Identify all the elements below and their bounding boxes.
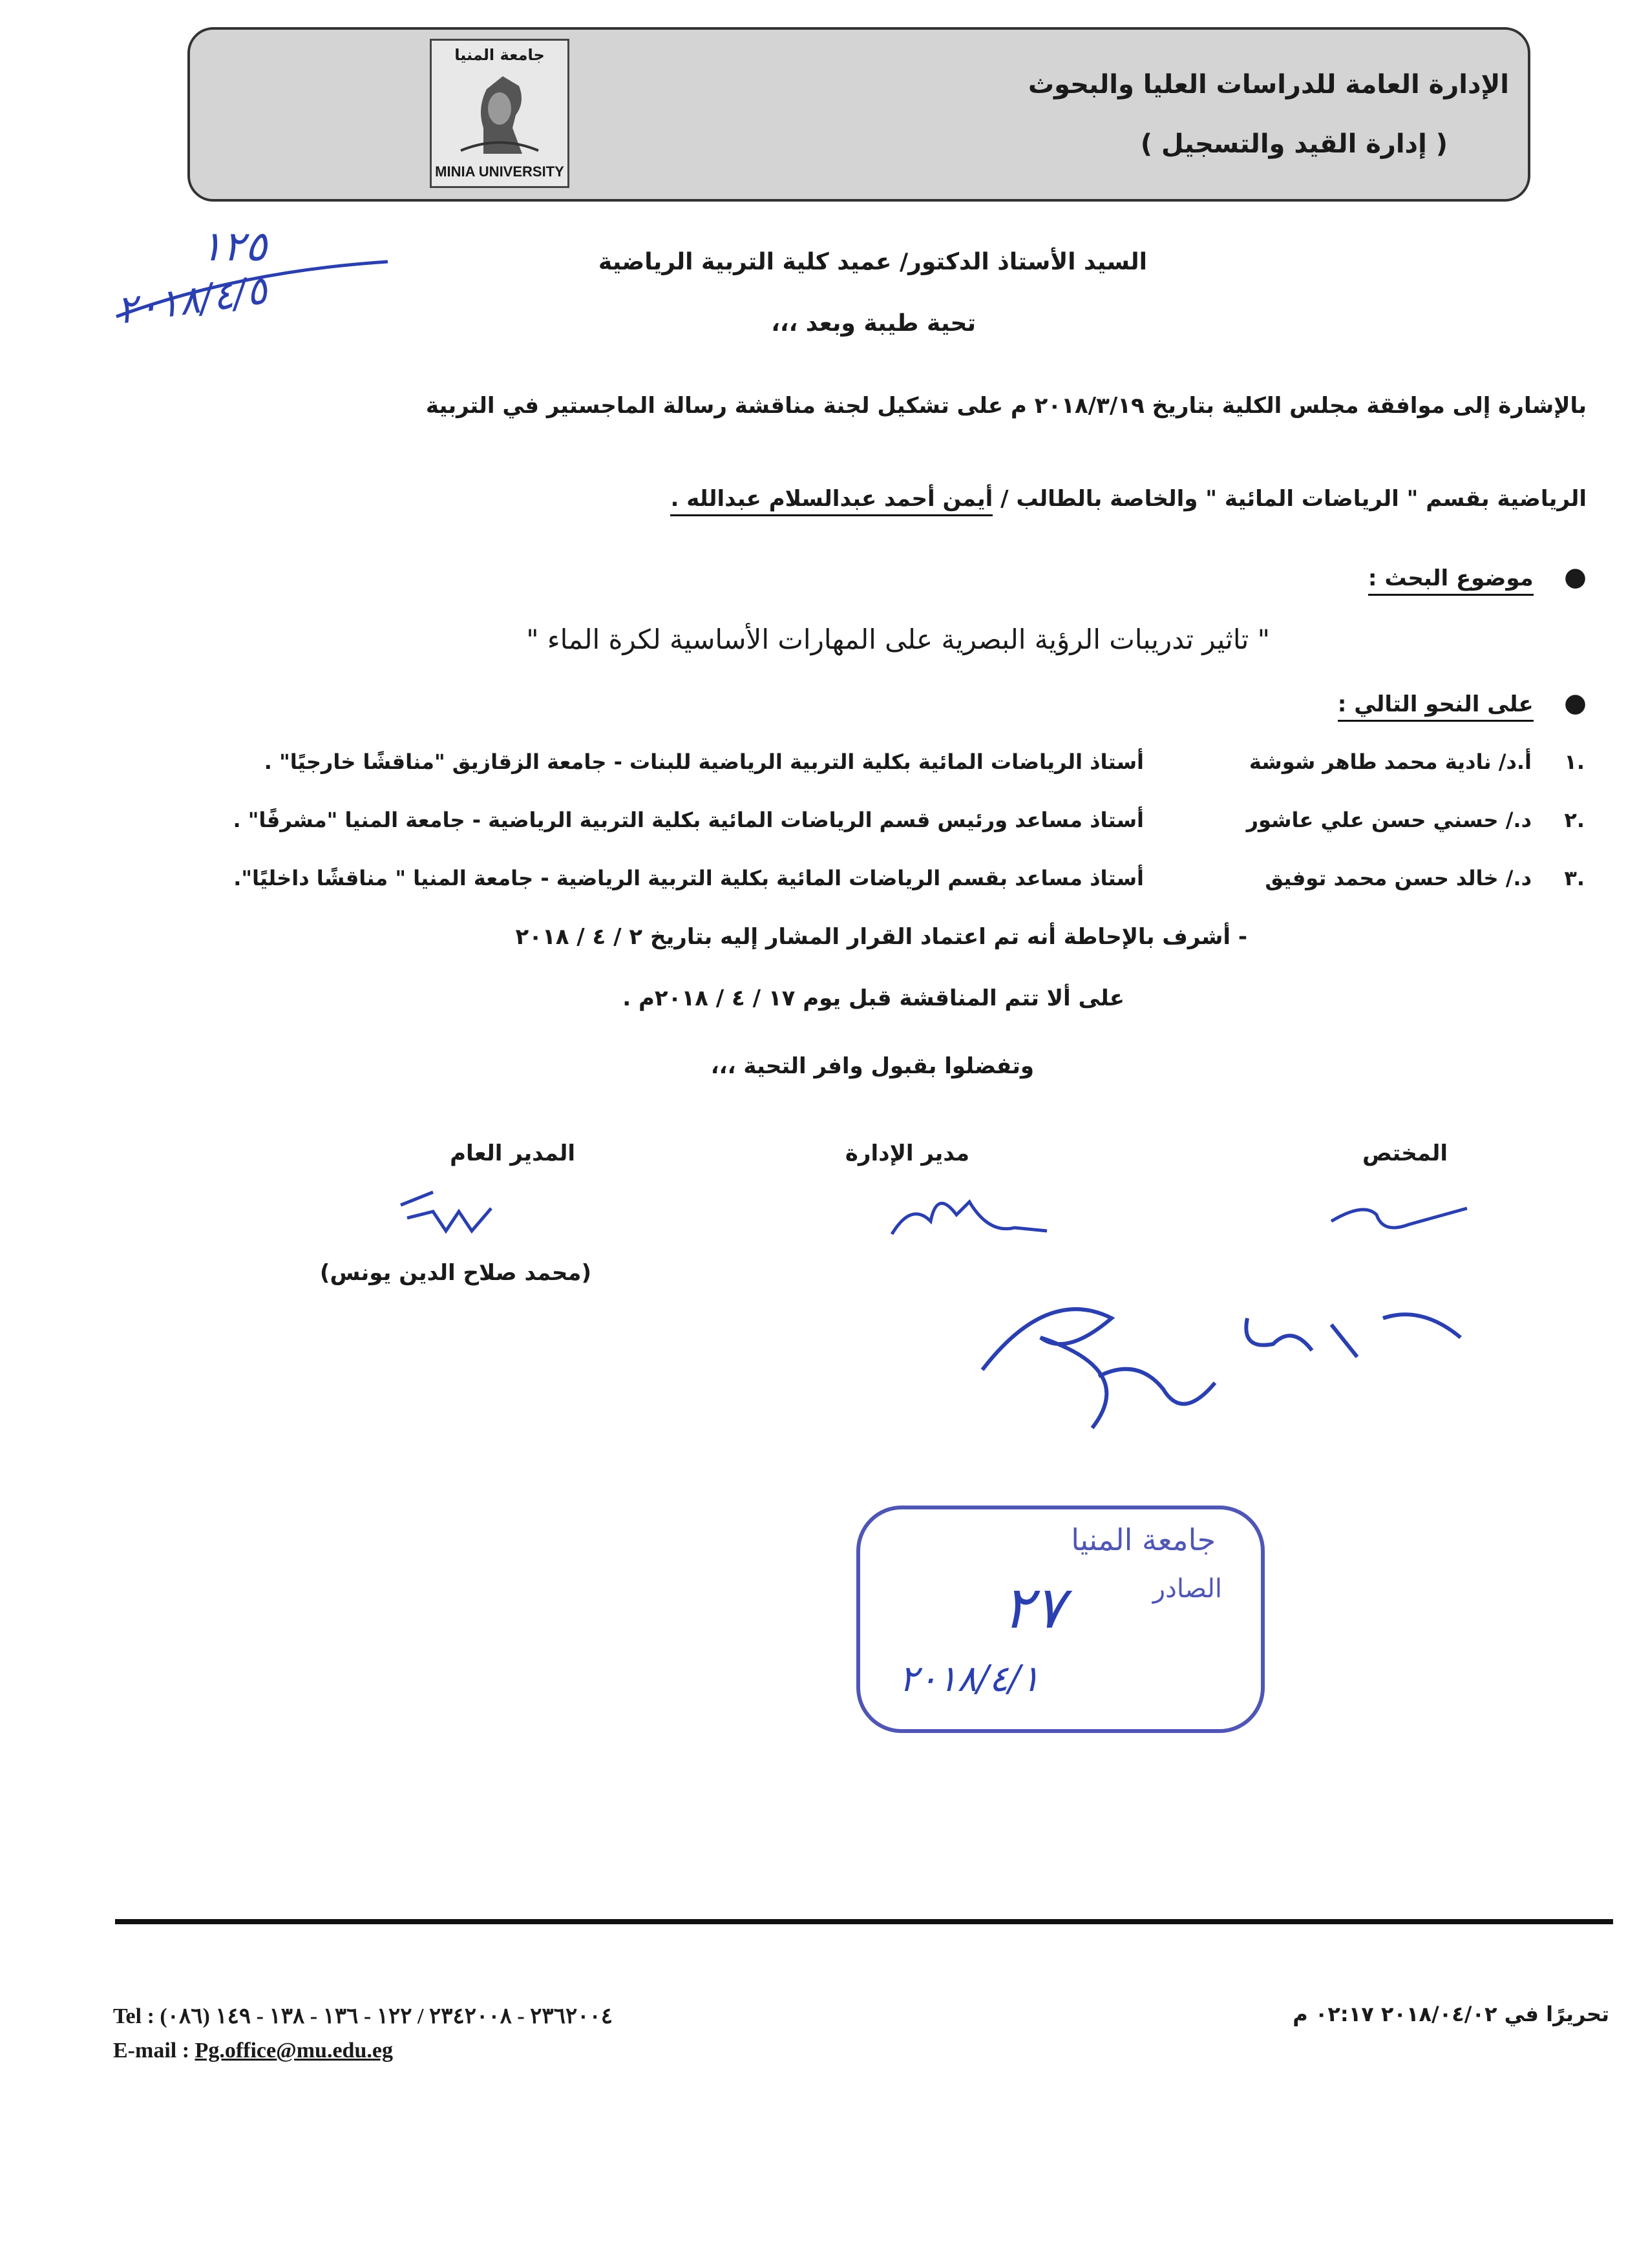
email-link[interactable]: Pg.office@mu.edu.eg: [195, 2039, 393, 2063]
deadline-line: على ألا تتم المناقشة قبل يوم ١٧ / ٤ / ٢٠١٨م .: [622, 985, 1125, 1011]
footer-email: [113, 2039, 393, 2063]
paragraph-line-2-prefix: الرياضية بقسم " الرياضات المائية " والخاصة بالطالب /: [1000, 486, 1587, 512]
approval-line: - أشرف بالإحاطة أنه تم اعتماد القرار المشار إليه بتاريخ ٢ / ٤ / ٢٠١٨: [515, 924, 1247, 950]
paragraph-line-2: [670, 486, 1587, 512]
committee-member-desc: أستاذ مساعد ورئيس قسم الرياضات المائية بكلية التربية الرياضية - جامعة المنيا "مشرفًا" .: [233, 808, 1144, 832]
committee-label: على النحو التالي :: [1338, 691, 1534, 722]
printed-timestamp: تحريرًا في ٢٠١٨/٠٤/٠٢ ٠٢:١٧ م: [1293, 2002, 1609, 2026]
tel-label: Tel :: [113, 2004, 154, 2028]
stamp-mid-text: الصادر: [1152, 1574, 1222, 1604]
committee-label-row: [1338, 688, 1587, 718]
handwritten-note-scribble: [969, 1279, 1486, 1460]
header-department-title: الإدارة العامة للدراسات العليا والبحوث: [1028, 70, 1509, 100]
university-logo: [430, 39, 569, 188]
specialist-signature: [1325, 1189, 1480, 1247]
logo-english-text: MINIA UNIVERSITY: [435, 163, 564, 180]
email-label: E-mail :: [113, 2039, 190, 2063]
paragraph-line-1: بالإشارة إلى موافقة مجلس الكلية بتاريخ ٢٠١٨/٣/١٩ م على تشكيل لجنة مناقشة رسالة الماجستير في التربية: [425, 393, 1587, 419]
letter-greeting: تحية طيبة وبعد ،،،: [771, 310, 976, 337]
handwritten-reference-number: ١٢٥: [200, 223, 268, 271]
logo-arabic-text: جامعة المنيا: [454, 46, 545, 64]
stamp-top-text: جامعة المنيا: [1071, 1522, 1216, 1557]
handwritten-reference-date: ٢٠١٨/٤/٥: [114, 268, 270, 333]
stamp-number: ٢٧: [1002, 1574, 1065, 1642]
stamp-date: ٢٠١٨/٤/١: [899, 1658, 1041, 1700]
admin-manager-signature: [885, 1176, 1053, 1254]
official-stamp: [856, 1506, 1265, 1733]
header-office-title: ( إدارة القيد والتسجيل ): [1140, 129, 1448, 159]
letter-addressee: السيد الأستاذ الدكتور/ عميد كلية التربية الرياضية: [598, 249, 1147, 275]
general-manager-title: المدير العام: [450, 1140, 575, 1166]
research-title: " تاثير تدريبات الرؤية البصرية على المهارات الأساسية لكرة الماء ": [526, 624, 1270, 655]
committee-member-desc: أستاذ الرياضات المائية بكلية التربية الرياضية للبنات - جامعة الزقازيق "مناقشًا خارجيًا" .: [264, 750, 1144, 774]
committee-number: ٢.: [1564, 808, 1585, 832]
tel-value: (٠٨٦) ٢٣٦٢٠٠٤ - ٢٣٤٢٠٠٨ / ١٢٢ - ١٣٦ - ١٣٨ - ١٤٩: [160, 2004, 613, 2028]
research-subject-row: [1368, 562, 1587, 592]
footer-telephone: [113, 2003, 613, 2029]
committee-number: ٣.: [1564, 866, 1585, 890]
header-banner: [187, 27, 1530, 202]
bullet-icon: ●: [1564, 562, 1587, 592]
footer-rule: [115, 1919, 1613, 1924]
specialist-title: المختص: [1362, 1140, 1448, 1166]
general-manager-signature: [394, 1173, 523, 1244]
committee-number: ١.: [1564, 750, 1585, 774]
general-manager-name: (محمد صلاح الدين يونس): [319, 1260, 591, 1286]
research-subject-label: موضوع البحث :: [1368, 565, 1534, 596]
handwritten-underline-mark: [110, 252, 394, 330]
student-name: أيمن أحمد عبدالسلام عبدالله .: [670, 486, 993, 516]
committee-member-name: أ.د/ نادية محمد طاهر شوشة: [1249, 750, 1532, 774]
admin-manager-title: مدير الإدارة: [845, 1140, 969, 1166]
committee-member-name: د./ حسني حسن علي عاشور: [1246, 808, 1532, 832]
committee-member-name: د./ خالد حسن محمد توفيق: [1265, 866, 1532, 890]
bullet-icon: ●: [1564, 688, 1587, 718]
committee-member-desc: أستاذ مساعد بقسم الرياضات المائية بكلية التربية الرياضية - جامعة المنيا " مناقشًا داخليًا".: [233, 866, 1144, 890]
closing-line: وتفضلوا بقبول وافر التحية ،،،: [710, 1053, 1034, 1079]
nefertiti-icon: [458, 70, 542, 160]
